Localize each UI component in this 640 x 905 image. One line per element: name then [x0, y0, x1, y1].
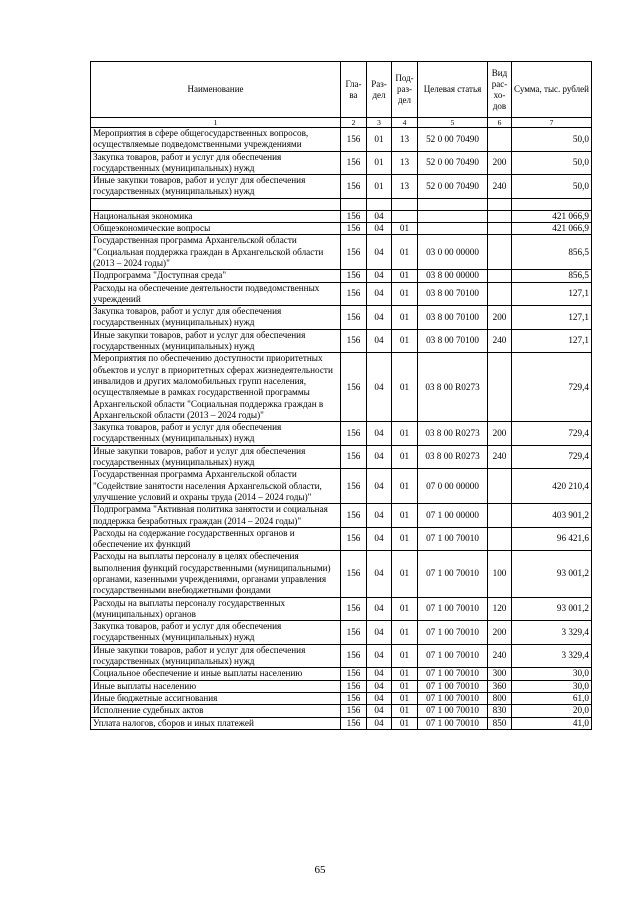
cell-podrazdel: 01	[392, 680, 418, 692]
cell-glava: 156	[341, 504, 367, 528]
cell-target: 07 1 00 70010	[418, 527, 488, 551]
cell-glava: 156	[341, 282, 367, 306]
cell-target: 07 0 00 00000	[418, 469, 488, 504]
cell-podrazdel: 01	[392, 469, 418, 504]
header-row	[91, 62, 592, 118]
cell-vid	[488, 504, 512, 528]
cell-vid: 240	[488, 175, 512, 199]
cell-sum: 50,0	[512, 175, 592, 199]
cell-podrazdel: 01	[392, 329, 418, 353]
cell-razdel: 04	[367, 469, 392, 504]
cell-name: Мероприятия в сфере общегосударственных вопросов, осуществляемые подведомственными учреждениями	[91, 128, 341, 152]
cell-podrazdel: 01	[392, 717, 418, 729]
cell-glava: 156	[341, 223, 367, 235]
cell-target: 07 1 00 70010	[418, 692, 488, 704]
cell-name: Подпрограмма "Активная политика занятости и социальная поддержка безработных граждан (2014 – 2024 годы)"	[91, 504, 341, 528]
cell-name: Исполнение судебных актов	[91, 705, 341, 717]
table-row	[91, 705, 592, 717]
cell-sum: 30,0	[512, 668, 592, 680]
cell-glava: 156	[341, 717, 367, 729]
cell-name: Государственная программа Архангельской области "Социальная поддержка граждан в Архангельской области (2013 – 2024 годы)"	[91, 235, 341, 270]
header-name: Наименование	[91, 62, 341, 118]
cell-podrazdel: 01	[392, 504, 418, 528]
cell-vid	[488, 282, 512, 306]
table-row	[91, 270, 592, 282]
cell-razdel: 04	[367, 504, 392, 528]
cell-podrazdel: 13	[392, 175, 418, 199]
cell-glava: 156	[341, 668, 367, 680]
cell-target: 07 1 00 70010	[418, 551, 488, 597]
cell-podrazdel: 01	[392, 527, 418, 551]
cell-sum: 41,0	[512, 717, 592, 729]
cell-podrazdel: 01	[392, 692, 418, 704]
cell-name: Иные закупки товаров, работ и услуг для обеспечения государственных (муниципальных) нужд	[91, 175, 341, 199]
cell-vid	[488, 210, 512, 222]
cell-name: Расходы на выплаты персоналу в целях обеспечения выполнения функций государственными (муниципальными) органами, казенными учреждениями, органами управления государственными внебюджетными фондами	[91, 551, 341, 597]
cell-name: Социальное обеспечение и иные выплаты населению	[91, 668, 341, 680]
cell-target: 52 0 00 70490	[418, 175, 488, 199]
cell-target	[418, 198, 488, 210]
cell-target: 03 8 00 70100	[418, 306, 488, 330]
cell-vid: 200	[488, 151, 512, 175]
cell-sum: 61,0	[512, 692, 592, 704]
cell-sum: 93 001,2	[512, 551, 592, 597]
cell-razdel: 04	[367, 705, 392, 717]
cell-razdel: 04	[367, 692, 392, 704]
table-body	[91, 128, 592, 730]
cell-sum: 421 066,9	[512, 223, 592, 235]
cell-sum: 127,1	[512, 282, 592, 306]
cell-razdel: 01	[367, 151, 392, 175]
table-row	[91, 551, 592, 597]
cell-target: 03 8 00 70100	[418, 282, 488, 306]
cell-glava: 156	[341, 597, 367, 621]
cell-podrazdel: 01	[392, 353, 418, 422]
cell-podrazdel: 01	[392, 668, 418, 680]
cell-razdel: 01	[367, 128, 392, 152]
cell-razdel: 04	[367, 422, 392, 446]
table-row	[91, 680, 592, 692]
cell-vid: 200	[488, 306, 512, 330]
cell-vid: 240	[488, 644, 512, 668]
cell-name: Иные закупки товаров, работ и услуг для обеспечения государственных (муниципальных) нужд	[91, 329, 341, 353]
cell-vid	[488, 198, 512, 210]
cell-vid: 850	[488, 717, 512, 729]
table-row	[91, 445, 592, 469]
table-row	[91, 469, 592, 504]
cell-name: Мероприятия по обеспечению доступности приоритетных объектов и услуг в приоритетных сферах жизнедеятельности инвалидов и других маломобильных групп населения, осуществляемые в рамках государственной программы Архангельской области "Социальная поддержка граждан в Архангельской области (2013 – 2024 годы)"	[91, 353, 341, 422]
cell-vid	[488, 128, 512, 152]
table-row	[91, 422, 592, 446]
table-row	[91, 717, 592, 729]
cell-razdel: 04	[367, 270, 392, 282]
table-row	[91, 353, 592, 422]
cell-name: Расходы на содержание государственных органов и обеспечение их функций	[91, 527, 341, 551]
cell-target: 07 1 00 00000	[418, 504, 488, 528]
cell-sum: 421 066,9	[512, 210, 592, 222]
cell-name: Общеэкономические вопросы	[91, 223, 341, 235]
cell-sum: 3 329,4	[512, 621, 592, 645]
cell-glava: 156	[341, 353, 367, 422]
cell-sum: 96 421,6	[512, 527, 592, 551]
cell-vid	[488, 223, 512, 235]
table-row	[91, 527, 592, 551]
header-glava: Гла-ва	[341, 62, 367, 118]
table-row	[91, 504, 592, 528]
cell-target: 52 0 00 70490	[418, 151, 488, 175]
table-row	[91, 282, 592, 306]
cell-target: 03 8 00 R0273	[418, 422, 488, 446]
cell-glava	[341, 198, 367, 210]
cell-glava: 156	[341, 235, 367, 270]
header-vid: Вид рас-хо-дов	[488, 62, 512, 118]
cell-razdel: 01	[367, 175, 392, 199]
cell-vid: 100	[488, 551, 512, 597]
table-row	[91, 306, 592, 330]
table-row	[91, 597, 592, 621]
cell-sum: 50,0	[512, 151, 592, 175]
cell-podrazdel: 01	[392, 422, 418, 446]
table-row	[91, 329, 592, 353]
cell-glava: 156	[341, 469, 367, 504]
cell-target: 07 1 00 70010	[418, 621, 488, 645]
cell-podrazdel: 01	[392, 306, 418, 330]
cell-glava: 156	[341, 175, 367, 199]
col-number: 5	[418, 118, 488, 128]
table-row	[91, 175, 592, 199]
cell-podrazdel: 01	[392, 282, 418, 306]
cell-sum: 93 001,2	[512, 597, 592, 621]
cell-podrazdel: 01	[392, 705, 418, 717]
cell-name: Уплата налогов, сборов и иных платежей	[91, 717, 341, 729]
table-row	[91, 128, 592, 152]
cell-razdel: 04	[367, 621, 392, 645]
cell-vid	[488, 270, 512, 282]
table-row	[91, 198, 592, 210]
page-number: 65	[314, 864, 326, 876]
cell-sum: 729,4	[512, 353, 592, 422]
cell-name: Национальная экономика	[91, 210, 341, 222]
cell-sum: 403 901,2	[512, 504, 592, 528]
col-number: 3	[367, 118, 392, 128]
cell-razdel: 04	[367, 551, 392, 597]
cell-razdel: 04	[367, 282, 392, 306]
cell-target: 52 0 00 70490	[418, 128, 488, 152]
cell-vid	[488, 353, 512, 422]
cell-target: 03 8 00 00000	[418, 270, 488, 282]
cell-name: Расходы на обеспечение деятельности подведомственных учреждений	[91, 282, 341, 306]
cell-sum: 30,0	[512, 680, 592, 692]
cell-razdel	[367, 198, 392, 210]
cell-razdel: 04	[367, 680, 392, 692]
cell-razdel: 04	[367, 445, 392, 469]
cell-name: Подпрограмма "Доступная среда"	[91, 270, 341, 282]
cell-glava: 156	[341, 151, 367, 175]
cell-podrazdel: 01	[392, 445, 418, 469]
cell-name: Иные закупки товаров, работ и услуг для обеспечения государственных (муниципальных) нужд	[91, 445, 341, 469]
cell-target: 07 1 00 70010	[418, 597, 488, 621]
cell-sum: 856,5	[512, 235, 592, 270]
cell-razdel: 04	[367, 717, 392, 729]
cell-sum	[512, 198, 592, 210]
table-row	[91, 668, 592, 680]
cell-glava: 156	[341, 210, 367, 222]
cell-podrazdel	[392, 210, 418, 222]
table-row	[91, 621, 592, 645]
cell-target: 07 1 00 70010	[418, 680, 488, 692]
cell-razdel: 04	[367, 329, 392, 353]
cell-glava: 156	[341, 551, 367, 597]
cell-name: Закупка товаров, работ и услуг для обеспечения государственных (муниципальных) нужд	[91, 621, 341, 645]
cell-sum: 729,4	[512, 422, 592, 446]
cell-target: 07 1 00 70010	[418, 644, 488, 668]
cell-name: Иные закупки товаров, работ и услуг для обеспечения государственных (муниципальных) нужд	[91, 644, 341, 668]
cell-podrazdel: 01	[392, 223, 418, 235]
col-number: 4	[392, 118, 418, 128]
cell-target: 03 8 00 70100	[418, 329, 488, 353]
cell-sum: 127,1	[512, 329, 592, 353]
cell-vid: 120	[488, 597, 512, 621]
cell-target: 07 1 00 70010	[418, 705, 488, 717]
cell-vid	[488, 527, 512, 551]
cell-vid: 200	[488, 621, 512, 645]
cell-razdel: 04	[367, 527, 392, 551]
cell-sum: 50,0	[512, 128, 592, 152]
cell-target: 07 1 00 70010	[418, 717, 488, 729]
cell-target: 07 1 00 70010	[418, 668, 488, 680]
cell-glava: 156	[341, 644, 367, 668]
table-row	[91, 151, 592, 175]
cell-sum: 20,0	[512, 705, 592, 717]
cell-razdel: 04	[367, 353, 392, 422]
header-podrazdel: Под-раз-дел	[392, 62, 418, 118]
cell-podrazdel: 13	[392, 151, 418, 175]
cell-glava: 156	[341, 621, 367, 645]
cell-razdel: 04	[367, 306, 392, 330]
table-row	[91, 644, 592, 668]
cell-razdel: 04	[367, 210, 392, 222]
cell-sum: 3 329,4	[512, 644, 592, 668]
cell-podrazdel: 01	[392, 551, 418, 597]
cell-podrazdel	[392, 198, 418, 210]
col-number: 6	[488, 118, 512, 128]
header-razdel: Раз-дел	[367, 62, 392, 118]
table-row	[91, 235, 592, 270]
cell-name: Закупка товаров, работ и услуг для обеспечения государственных (муниципальных) нужд	[91, 151, 341, 175]
cell-target	[418, 223, 488, 235]
cell-glava: 156	[341, 705, 367, 717]
cell-name: Государственная программа Архангельской области "Содействие занятости населения Архангельской области, улучшение условий и охраны труда (2014 – 2024 годы)"	[91, 469, 341, 504]
cell-podrazdel: 13	[392, 128, 418, 152]
cell-vid	[488, 235, 512, 270]
cell-glava: 156	[341, 527, 367, 551]
budget-table	[90, 61, 592, 730]
header-number-row	[91, 118, 592, 128]
cell-sum: 729,4	[512, 445, 592, 469]
cell-razdel: 04	[367, 223, 392, 235]
cell-razdel: 04	[367, 235, 392, 270]
cell-razdel: 04	[367, 668, 392, 680]
cell-podrazdel: 01	[392, 621, 418, 645]
cell-target: 03 8 00 R0273	[418, 353, 488, 422]
cell-podrazdel: 01	[392, 644, 418, 668]
cell-name: Закупка товаров, работ и услуг для обеспечения государственных (муниципальных) нужд	[91, 422, 341, 446]
cell-glava: 156	[341, 306, 367, 330]
table-row	[91, 210, 592, 222]
table-row	[91, 692, 592, 704]
cell-glava: 156	[341, 270, 367, 282]
cell-glava: 156	[341, 128, 367, 152]
cell-vid: 830	[488, 705, 512, 717]
cell-podrazdel: 01	[392, 235, 418, 270]
col-number: 7	[512, 118, 592, 128]
cell-razdel: 04	[367, 644, 392, 668]
cell-vid: 300	[488, 668, 512, 680]
header-sum: Сумма, тыс. рублей	[512, 62, 592, 118]
cell-vid: 800	[488, 692, 512, 704]
cell-sum: 127,1	[512, 306, 592, 330]
cell-target: 03 0 00 00000	[418, 235, 488, 270]
cell-glava: 156	[341, 680, 367, 692]
table-row	[91, 223, 592, 235]
cell-target: 03 8 00 R0273	[418, 445, 488, 469]
cell-glava: 156	[341, 329, 367, 353]
header-target: Целевая статья	[418, 62, 488, 118]
cell-name: Иные бюджетные ассигнования	[91, 692, 341, 704]
cell-vid: 240	[488, 445, 512, 469]
cell-glava: 156	[341, 445, 367, 469]
col-number: 1	[91, 118, 341, 128]
cell-glava: 156	[341, 422, 367, 446]
cell-name: Закупка товаров, работ и услуг для обеспечения государственных (муниципальных) нужд	[91, 306, 341, 330]
cell-podrazdel: 01	[392, 597, 418, 621]
cell-name: Иные выплаты населению	[91, 680, 341, 692]
cell-name	[91, 198, 341, 210]
cell-razdel: 04	[367, 597, 392, 621]
cell-vid: 360	[488, 680, 512, 692]
cell-glava: 156	[341, 692, 367, 704]
cell-vid: 200	[488, 422, 512, 446]
cell-vid	[488, 469, 512, 504]
cell-name: Расходы на выплаты персоналу государственных (муниципальных) органов	[91, 597, 341, 621]
col-number: 2	[341, 118, 367, 128]
cell-sum: 420 210,4	[512, 469, 592, 504]
cell-sum: 856,5	[512, 270, 592, 282]
cell-target	[418, 210, 488, 222]
cell-vid: 240	[488, 329, 512, 353]
cell-podrazdel: 01	[392, 270, 418, 282]
